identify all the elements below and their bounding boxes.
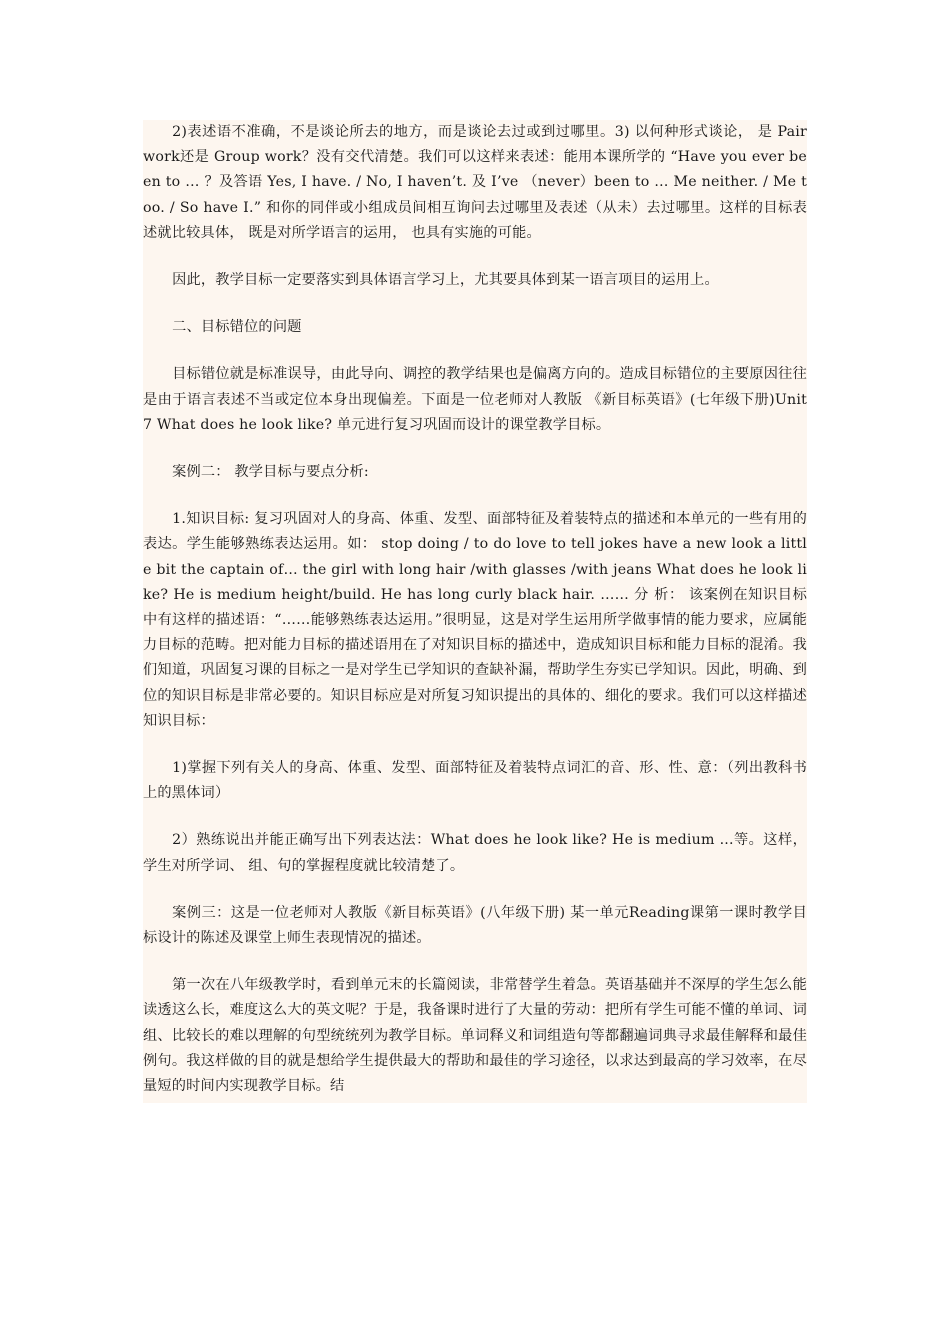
paragraph-goal-misplacement: 目标错位就是标准误导，由此导向、调控的教学结果也是偏离方向的。造成目标错位的主要原因往往是由于语言表述不当或定位本身出现偏差。下面是一位老师对人教版 《新目标英语》(七年级下册)Unit 7 What does he look like? 单元进行复习巩固而设计的课堂教学目标。: [143, 366, 807, 433]
paragraph-expression-issue: 2)表述语不准确，不是谈论所去的地方，而是谈论去过或到过哪里。3) 以何种形式谈论， 是 Pair work还是 Group work？没有交代清楚。我们可以这样来表述：能用本课所学的 “Have you ever been to … ？及答语 Yes, I have. / No, I haven’t. 及 I’ve （never）been to … Me neither. / Me too. / So have I.” 和你的同伴或小组成员间相互询问去过哪里及表述（从未）去过哪里。这样的目标表述就比较具体， 既是对所学语言的运用， 也具有实施的可能。: [143, 124, 807, 241]
case-two-heading: 案例二： 教学目标与要点分析:: [172, 464, 369, 481]
section-heading-goal-misplacement: 二、目标错位的问题: [172, 319, 302, 336]
paragraph-knowledge-goal: 1.知识目标: 复习巩固对人的身高、体重、发型、面部特征及着装特点的描述和本单元的一些有用的表达。学生能够熟练表达运用。如： stop doing / to do love to tell jokes have a new look a little bit the captain of… the girl with long hair /with glasses /with jeans What does he look like? He is medium height/build. He has long curly black hair. …… 分 析： 该案例在知识目标中有这样的描述语：“……能够熟练表达运用。”很明显，这是对学生运用所学做事情的能力要求，应属能力目标的范畴。把对能力目标的描述语用在了对知识目标的描述中，造成知识目标和能力目标的混淆。我们知道，巩固复习课的目标之一是对学生已学知识的查缺补漏，帮助学生夯实已学知识。因此，明确、到位的知识目标是非常必要的。知识目标应是对所复习知识提出的具体的、细化的要求。我们可以这样描述知识目标：: [143, 511, 807, 729]
paragraph-goal-item-2: 2）熟练说出并能正确写出下列表达法：What does he look like? He is medium ...等。这样，学生对所学词、 组、句的掌握程度就比较清楚了。: [143, 832, 807, 874]
paragraph-case-three-narrative: 第一次在八年级教学时，看到单元末的长篇阅读，非常替学生着急。英语基础并不深厚的学生怎么能读透这么长，难度这么大的英文呢？于是，我备课时进行了大量的劳动：把所有学生可能不懂的单词、词组、比较长的难以理解的句型统统列为教学目标。单词释义和词组造句等都翻遍词典寻求最佳解释和最佳例句。我这样做的目的就是想给学生提供最大的帮助和最佳的学习途径，以求达到最高的学习效率，在尽量短的时间内实现教学目标。结: [143, 977, 807, 1095]
document-body: [143, 120, 807, 1103]
paragraph-goal-item-1: 1)掌握下列有关人的身高、体重、发型、面部特征及着装特点词汇的音、形、性、意：（列出教科书上的黑体词）: [143, 760, 807, 802]
paragraph-conclusion: 因此，教学目标一定要落实到具体语言学习上，尤其要具体到某一语言项目的运用上。: [172, 272, 719, 289]
case-three-heading: 案例三：这是一位老师对人教版《新目标英语》(八年级下册) 某一单元Reading课第一课时教学目标设计的陈述及课堂上师生表现情况的描述。: [143, 904, 807, 947]
